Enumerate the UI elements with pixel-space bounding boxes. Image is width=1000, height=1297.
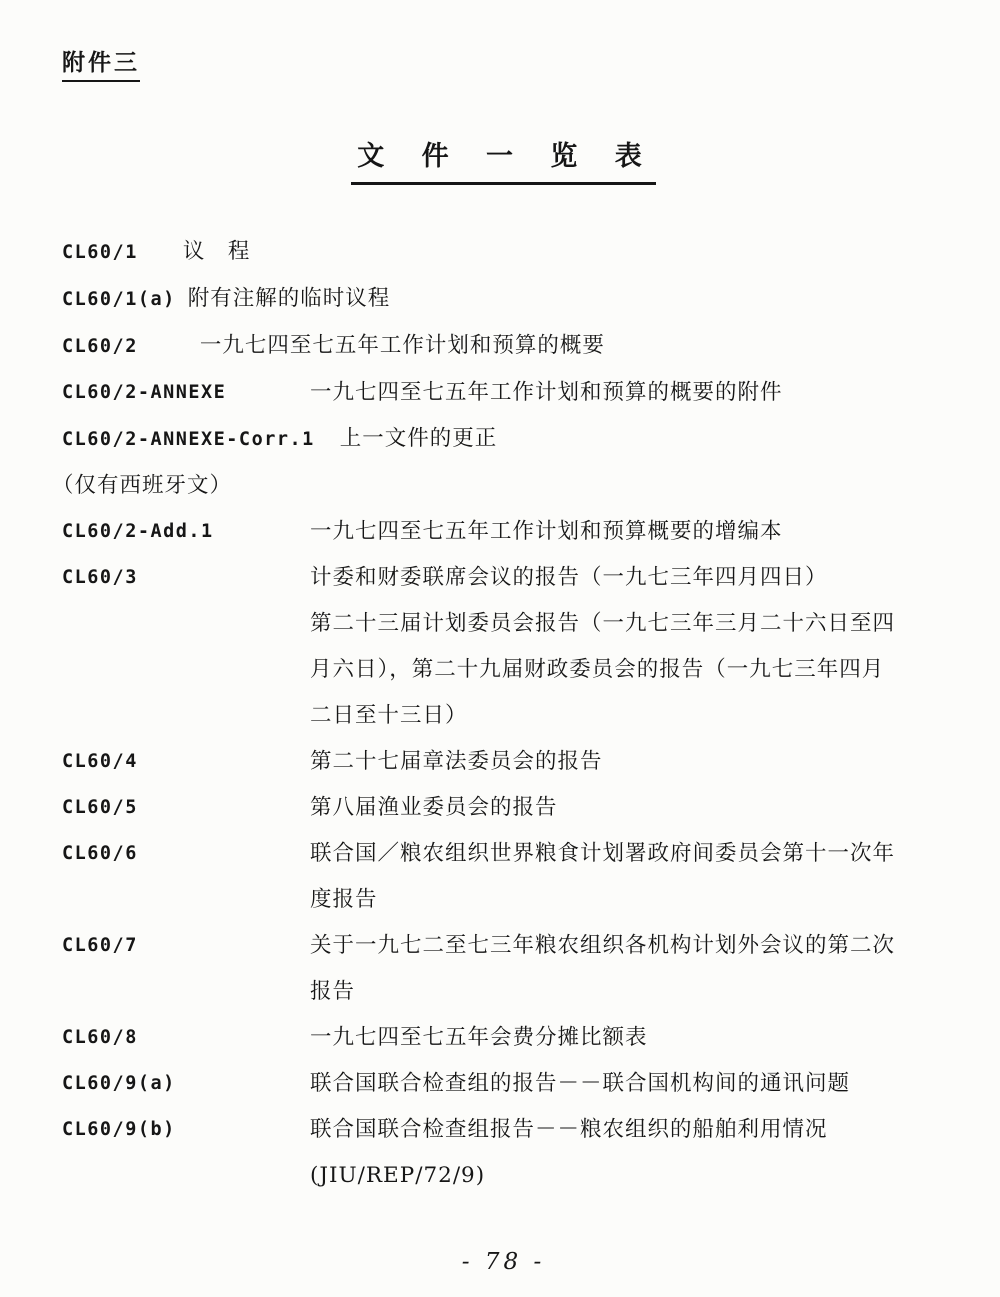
document-description: 计委和财委联席会议的报告（一九七三年四月四日） 第二十三届计划委员会报告（一九七三年三月二十六日至四 月六日），第二十九届财政委员会的报告（一九七三年四月 二日至十三日） bbox=[310, 565, 896, 728]
document-code: CL60/8 bbox=[62, 1027, 138, 1048]
document-code: CL60/2-ANNEXE bbox=[62, 382, 227, 403]
document-description: 一九七四至七五年工作计划和预算概要的增编本 bbox=[310, 519, 783, 544]
document-description: 关于一九七二至七三年粮农组织各机构计划外会议的第二次 报告 bbox=[310, 933, 896, 1004]
document-description: 议 程 bbox=[182, 239, 251, 264]
document-code: CL60/5 bbox=[62, 797, 138, 818]
page-title: 文 件 一 览 表 bbox=[351, 134, 656, 185]
language-note: （仅有西班牙文） bbox=[52, 473, 233, 498]
document-row bbox=[62, 1061, 945, 1107]
document-code: CL60/9(a) bbox=[62, 1073, 176, 1094]
document-description: 一九七四至七五年工作计划和预算的概要 bbox=[199, 333, 605, 358]
document-list bbox=[52, 229, 945, 1199]
document-description: 第八届渔业委员会的报告 bbox=[310, 795, 558, 820]
document-row bbox=[62, 370, 945, 416]
title-container bbox=[62, 134, 945, 185]
document-row bbox=[62, 785, 945, 831]
document-row bbox=[62, 509, 945, 555]
document-code: CL60/4 bbox=[62, 751, 138, 772]
document-code: CL60/9(b) bbox=[62, 1119, 176, 1140]
page-number: - 78 - bbox=[461, 1249, 546, 1275]
document-row bbox=[62, 555, 945, 739]
document-row bbox=[62, 416, 945, 463]
document-code: CL60/2-ANNEXE-Corr.1 bbox=[62, 429, 315, 450]
document-row bbox=[62, 739, 945, 785]
document-description: 联合国联合检查组报告－－粮农组织的船舶利用情况 (JIU/REP/72/9) bbox=[310, 1117, 828, 1188]
document-code: CL60/7 bbox=[62, 935, 138, 956]
document-description: 附有注解的临时议程 bbox=[187, 286, 391, 311]
document-row bbox=[62, 276, 945, 323]
document-code: CL60/6 bbox=[62, 843, 138, 864]
document-row bbox=[62, 323, 945, 370]
document-row bbox=[62, 1015, 945, 1061]
document-code: CL60/2-Add.1 bbox=[62, 521, 214, 542]
document-row bbox=[62, 1107, 945, 1199]
document-code: CL60/1(a) bbox=[62, 289, 176, 310]
document-description: 联合国／粮农组织世界粮食计划署政府间委员会第十一次年 度报告 bbox=[310, 841, 896, 912]
document-row bbox=[62, 229, 945, 276]
document-description: 一九七四至七五年会费分摊比额表 bbox=[310, 1025, 648, 1050]
document-description: 第二十七届章法委员会的报告 bbox=[310, 749, 603, 774]
annex-label: 附件三 bbox=[62, 44, 140, 82]
document-row bbox=[62, 831, 945, 923]
document-code: CL60/1 bbox=[62, 242, 138, 263]
document-code: CL60/3 bbox=[62, 567, 138, 588]
document-description: 上一文件的更正 bbox=[339, 426, 498, 451]
document-row bbox=[62, 923, 945, 1015]
document-code: CL60/2 bbox=[62, 336, 138, 357]
document-description: 联合国联合检查组的报告－－联合国机构间的通讯问题 bbox=[310, 1071, 851, 1096]
document-description: 一九七四至七五年工作计划和预算的概要的附件 bbox=[310, 380, 783, 405]
